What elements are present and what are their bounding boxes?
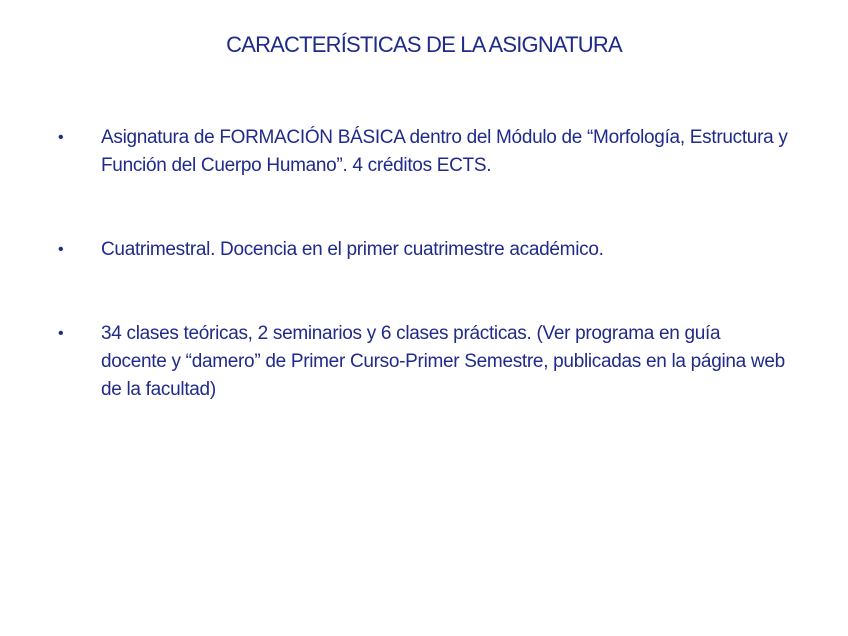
bullet-icon: • [58, 129, 64, 146]
bullet-item [0, 124, 848, 180]
slide-title: CARACTERÍSTICAS DE LA ASIGNATURA [226, 32, 622, 57]
bullet-item [0, 320, 848, 404]
bullet-list [0, 124, 848, 404]
bullet-text: Asignatura de FORMACIÓN BÁSICA dentro del Módulo de “Morfología, Estructura y Función del Cuerpo Humano”. 4 créditos ECTS. [101, 127, 788, 176]
bullet-text: Cuatrimestral. Docencia en el primer cuatrimestre académico. [101, 239, 604, 260]
bullet-item [0, 236, 848, 264]
bullet-icon: • [58, 325, 64, 342]
bullet-text: 34 clases teóricas, 2 seminarios y 6 clases prácticas. (Ver programa en guía docente y “damero” de Primer Curso-Primer Semestre, publicadas en la página web de la facultad) [101, 323, 785, 400]
bullet-icon: • [58, 241, 64, 258]
